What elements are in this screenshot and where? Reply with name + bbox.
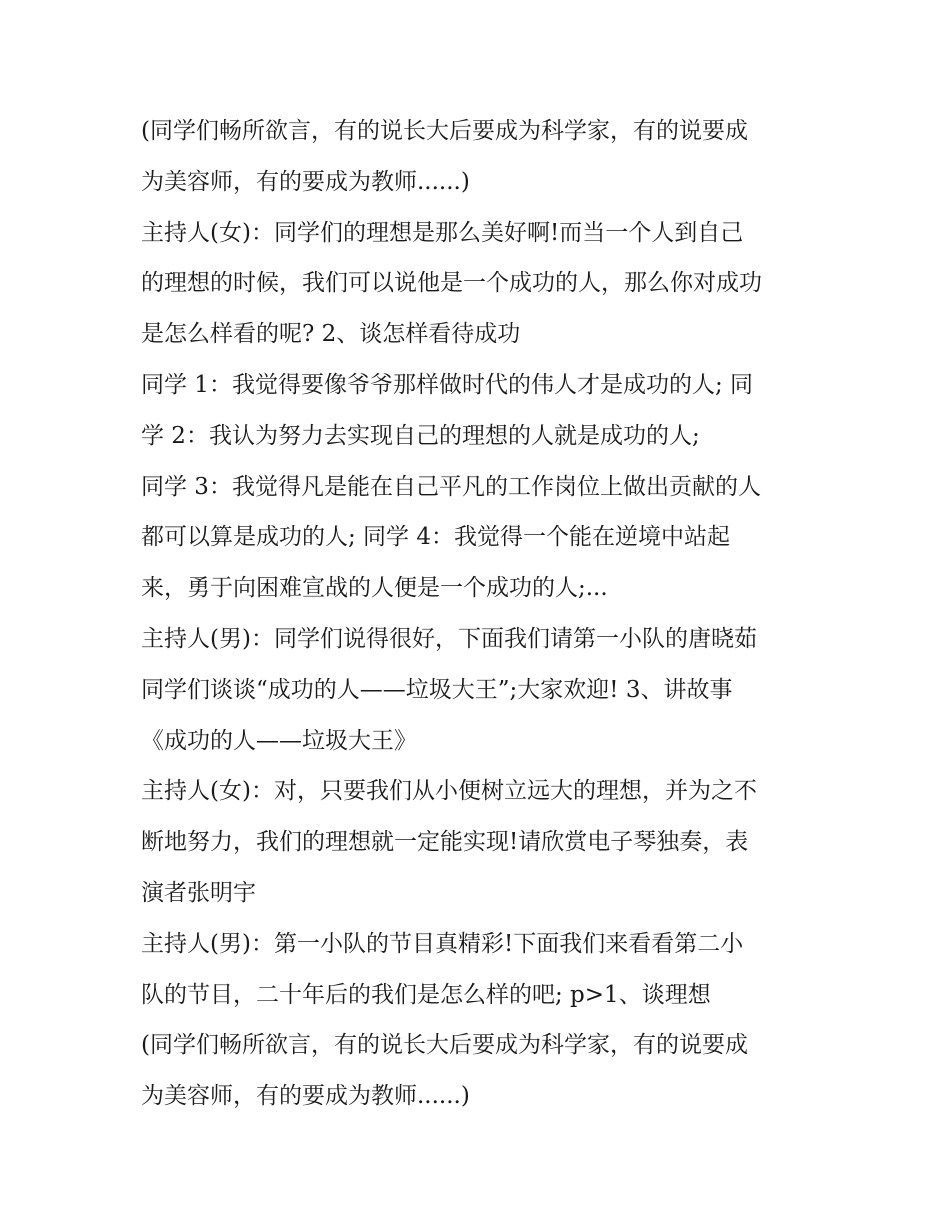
text-line: 演者张明宇 xyxy=(141,879,256,906)
text-line: (同学们畅所欲言，有的说长大后要成为科学家，有的说要成 xyxy=(141,1032,748,1059)
text-line: 主持人(女)：对，只要我们从小便树立远大的理想，并为之不 xyxy=(141,778,757,805)
text-line: 队的节目，二十年后的我们是怎么样的吧; p>1、谈理想 xyxy=(141,981,711,1008)
text-line: 《成功的人——垃圾大王》 xyxy=(141,727,417,754)
text-line: 为美容师，有的要成为教师......) xyxy=(141,168,470,195)
document-body xyxy=(141,106,831,1122)
text-line: 为美容师，有的要成为教师......) xyxy=(141,1083,470,1110)
text-line: 主持人(男)：同学们说得很好，下面我们请第一小队的唐晓茹 xyxy=(141,625,757,652)
text-line: 来，勇于向困难宣战的人便是一个成功的人;... xyxy=(141,575,608,602)
text-line: 学 2：我认为努力去实现自己的理想的人就是成功的人; xyxy=(141,422,700,449)
text-line: (同学们畅所欲言，有的说长大后要成为科学家，有的说要成 xyxy=(141,118,748,144)
text-line: 主持人(男)：第一小队的节目真精彩!下面我们来看看第二小 xyxy=(141,930,744,957)
text-line: 的理想的时候，我们可以说他是一个成功的人，那么你对成功 xyxy=(141,270,762,297)
text-line: 是怎么样看的呢? 2、谈怎样看待成功 xyxy=(141,321,521,348)
text-line: 都可以算是成功的人; 同学 4：我觉得一个能在逆境中站起 xyxy=(141,524,731,551)
text-line: 同学们谈谈“成功的人——垃圾大王”;大家欢迎! 3、讲故事 xyxy=(141,676,733,703)
text-line: 同学 3：我觉得凡是能在自己平凡的工作岗位上做出贡献的人 xyxy=(141,473,761,500)
text-line: 主持人(女)：同学们的理想是那么美好啊!而当一个人到自己 xyxy=(141,219,744,246)
text-line: 断地努力，我们的理想就一定能实现!请欣赏电子琴独奏，表 xyxy=(141,829,749,856)
text-line: 同学 1：我觉得要像爷爷那样做时代的伟人才是成功的人; 同 xyxy=(141,371,754,398)
